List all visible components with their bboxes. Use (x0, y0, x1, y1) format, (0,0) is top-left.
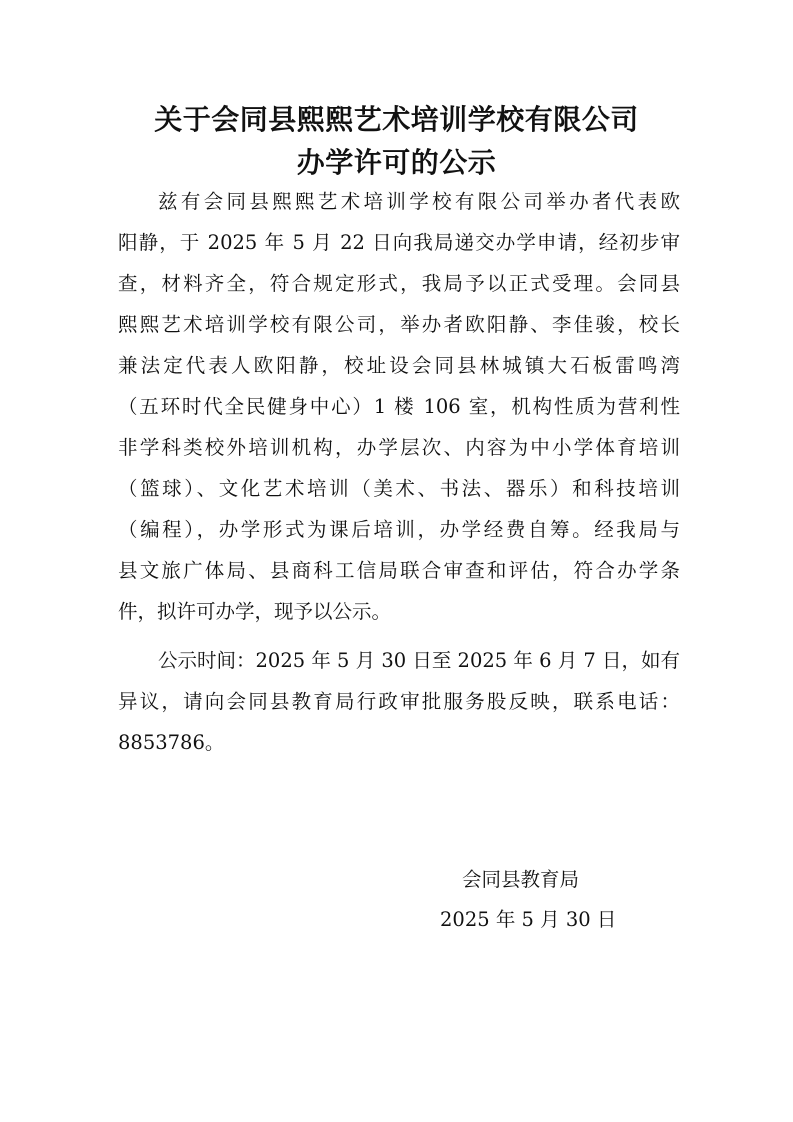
paragraph-line: （编程），办学形式为课后培训，办学经费自筹。经我局与 (118, 518, 680, 541)
paragraph-line: 查，材料齐全，符合规定形式，我局予以正式受理。会同县 (118, 272, 680, 295)
paragraph-line: 公示时间：2025 年 5 月 30 日至 2025 年 6 月 7 日，如有 (158, 649, 680, 672)
paragraph-line: 阳静，于 2025 年 5 月 22 日向我局递交办学申请，经初步审 (118, 231, 680, 254)
paragraph-line: 县文旅广体局、县商科工信局联合审查和评估，符合办学条 (118, 559, 680, 582)
document-title-line-2: 办学许可的公示 (296, 146, 497, 179)
document-title-line-1: 关于会同县熙熙艺术培训学校有限公司 (154, 103, 639, 136)
paragraph-line: 件，拟许可办学，现予以公示。 (118, 600, 392, 623)
signature-date: 2025 年 5 月 30 日 (440, 908, 617, 931)
paragraph-line: 兹有会同县熙熙艺术培训学校有限公司举办者代表欧 (158, 190, 680, 213)
paragraph-line: 非学科类校外培训机构，办学层次、内容为中小学体育培训 (118, 436, 680, 459)
paragraph-line: 8853786。 (118, 731, 225, 754)
signature-organization: 会同县教育局 (462, 868, 580, 891)
paragraph-line: 兼法定代表人欧阳静，校址设会同县林城镇大石板雷鸣湾 (118, 354, 680, 377)
paragraph-line: 异议，请向会同县教育局行政审批服务股反映，联系电话： (118, 690, 680, 713)
paragraph-line: （五环时代全民健身中心）1 楼 106 室，机构性质为营利性 (118, 395, 680, 418)
paragraph-line: 熙熙艺术培训学校有限公司，举办者欧阳静、李佳骏，校长 (118, 313, 680, 336)
paragraph-line: （篮球）、文化艺术培训（美术、书法、器乐）和科技培训 (118, 477, 680, 500)
